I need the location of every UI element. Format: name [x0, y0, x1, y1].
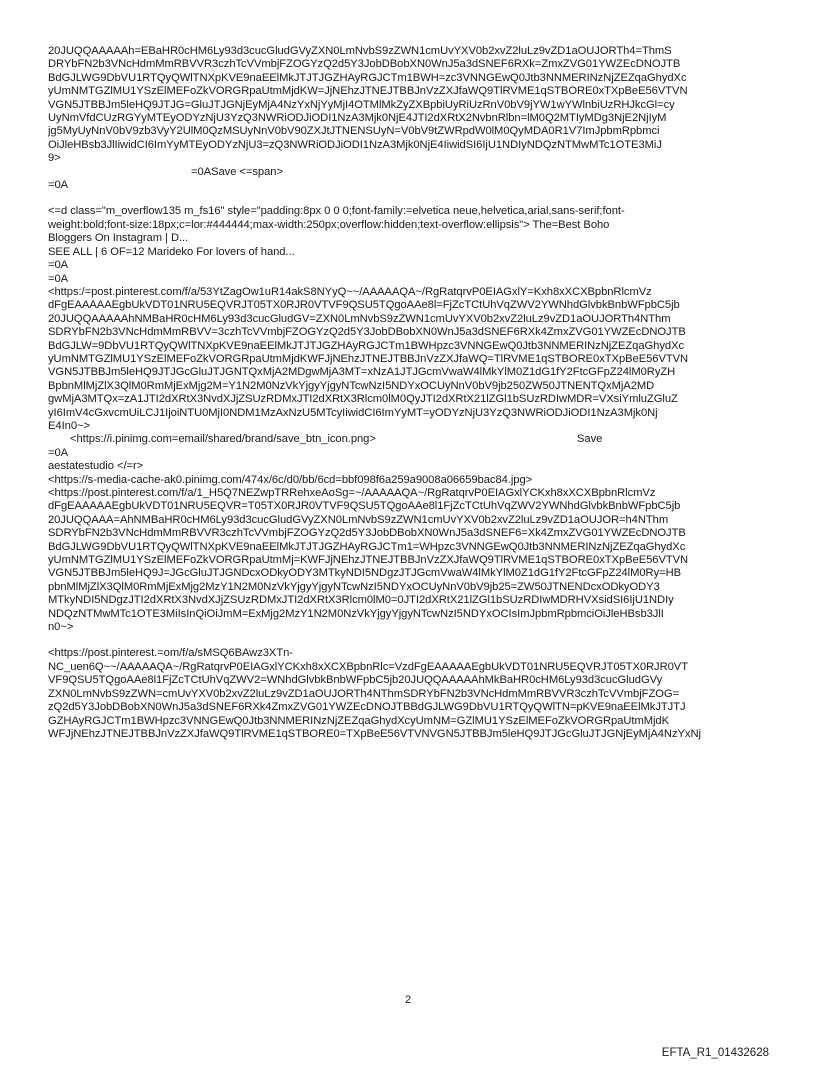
text-line: =0A [48, 446, 69, 459]
text-line: SDRYbFN2b3VNcHdmMmRBVV=3czhTcVVmbjFZOGYzQ2d5Y3JobDBobXN0WnJ5a3dSNEF6RXk4ZmxZVG01YWZEcDNOJTB [48, 326, 686, 339]
text-line: VGN5JTBBJm5leHQ9JTJG=GluJTJGNjEyMjA4NzYxNjYyMjI4OTMlMkZyZXBpbiUyRiUzRnV0bV9jYW1wYWlnbiUzRHJkcGl=cy [48, 98, 675, 111]
text-line: VF9QSU5TQgoAAe8l1FjZcTCtUhVqZWV2=WNhdGlvbkBnbWFpbC5jb20JUQQAAAAAhMkBaHR0cHM6Ly93d3cucGludGVy [48, 674, 663, 687]
text-line: <https://s-media-cache-ak0.pinimg.com/474x/6c/d0/bb/6cd=bbf098f6a259a9008a06659bac84.jpg> [48, 473, 533, 486]
text-line: <https://post.pinterest.=om/f/a/sMSQ6BAwz3XTn- [48, 647, 293, 660]
text-line: <https:/=post.pinterest.com/f/a/53YtZagOw1uR14akS8NYyQ~~/AAAAAQA~/RgRatqrvP0EIAGxlY=Kxh8xXCXBpbnRlcmVz [48, 285, 652, 298]
text-line: =0A [48, 272, 69, 285]
text-line: yI6ImV4cGxvcmUiLCJ1IjoiNTU0MjI0NDM1MzAxNzU5MTcyIiwidCI6ImYyMT=yODYzNjU3YzQ3NWRiODJiODI1NzA3Mjk0Nj [48, 406, 658, 419]
text-line: zQ2d5Y3JobDBobXN0WnJ5a3dSNEF6RXk4ZmxZVG01YWZEcDNOJTBBdGJLWG9DbVU1RTQyQWlTN=pKVE9naEElMkJTJTJ [48, 701, 686, 714]
text-line: 20JUQQAAAAAh=EBaHR0cHM6Ly93d3cucGludGVyZXN0LmNvbS9zZWN1cmUvYXV0b2xvZ2luLz9vZD1aOUJORTh4=ThmS [48, 45, 672, 57]
text-line: E4In0~> [48, 419, 90, 432]
text-line: BdGJLWG9DbVU1RTQyQWlTNXpKVE9naEElMkJTJTJGZHAyRGJCTm1=WHpzc3VNNGEwQ0Jtb3NNMERINzNjZEZqaGhydXc [48, 540, 686, 553]
text-line: 20JUQQAAA=AhNMBaHR0cHM6Ly93d3cucGludGVyZXN0LmNvbS9zZWN1cmUvYXV0b2xvZ2luLz9vZD1aOUJOR=h4NThm [48, 513, 669, 526]
save-icon-line [48, 433, 770, 446]
text-line: pbnMlMjZlX3QlM0RmMjExMjg2MzY1N2M0NzVkYjgyYjgyNTcwNzI5NDYxOCUyNnV0bV9jb25=ZW50JTNENDcxODkyODY3 [48, 580, 660, 593]
bates-number: EFTA_R1_01432628 [661, 1047, 769, 1059]
text-line: NDQzNTMwMTc1OTE3MiIsInQiOiJmM=ExMjg2MzY1N2M0NzVkYjgyYjgyNTcwNzI5NDYxOCIsImJpbmRpbmciOiJleHBsb3JlI [48, 607, 664, 620]
text-line: SEE ALL | 6 OF=12 Marideko For lovers of hand... [48, 245, 295, 258]
text-line: =0A [48, 259, 69, 272]
text-line: NC_uen6Q~~/AAAAAQA~/RgRatqrvP0EIAGxlYCKxh8xXCXBpbnRlc=VzdFgEAAAAAEgbUkVDT01NRU5EQVRJT05TX0RJR0VT [48, 660, 688, 673]
text-line: 9> [48, 152, 61, 165]
blank-line [48, 192, 770, 205]
text-line: WFJjNEhzJTNEJTBBJnVzZXJfaWQ9TlRVME1qSTBORE0=TXpBeE56VTVNVGN5JTBBJm5leHQ9JTJGcGluJTJGNjEyMjA4NzYxNj [48, 727, 701, 740]
text-line: GZHAyRGJCTm1BWHpzc3VNNGEwQ0Jtb3NNMERINzNjZEZqaGhydXcyUmNM=GZlMU1YSzElMEFoZkVORGRpaUtmMjdK [48, 714, 670, 727]
text-line: n0~> [48, 621, 74, 634]
text-line: yUmNMTGZlMU1YSzElMEFoZkVORGRpaUtmMjdKW=JjNEhzJTNEJTBBJnVzZXJfaWQ9TlRVME1qSTBORE0xTXpBeE56VTVN [48, 85, 688, 98]
text-line: <=d class="m_overflow135 m_fs16" style="padding:8px 0 0 0;font-family:=elvetica neue,helvetica,arial,sans-serif;font- [48, 205, 625, 218]
text-line: dFgEAAAAAEgbUkVDT01NRU5EQVR=T05TX0RJR0VTVF9QSU5TQgoAAe8l1FjZcTCtUhVqZWV2YWNhdGlvbkBnbWFpbC5jb [48, 500, 681, 513]
text-line: =0A [48, 179, 69, 192]
text-line: jg5MyUyNnV0bV9zb3VyY2UlM0QzMSUyNnV0bV90ZXJtJTNENSUyN=V0bV9tZWRpdW0lM0QyMDA0R1V7ImJpbmRpbmci [48, 125, 660, 138]
text-line: BdGJLWG9DbVU1RTQyQWlTNXpKVE9naEElMkJTJTJGZHAyRGJCTm1BWH=zc3VNNGEwQ0Jtb3NNMERINzNjZEZqaGhydXc [48, 71, 687, 84]
page-number: 2 [404, 994, 412, 1006]
text-line: OiJleHBsb3JlIiwidCI6ImYyMTEyODYzNjU3=zQ3NWRiODJiODI1NzA3Mjk0NjE4IiwidSI6IjU1NDIyNDQzNTMwMTc1OTE3MiJ [48, 138, 662, 151]
text-line: weight:bold;font-size:18px;c=lor:#444444;max-width:250px;overflow:hidden;text-overflow:ellipsis"> The=Best Boho [48, 218, 610, 231]
text-line: <https://post.pinterest.com/f/a/1_H5Q7NEZwpTRRehxeAoSg=~/AAAAAQA~/RgRatqrvP0EIAGxlYCKxh8xXCXBpbnRlcmVz [48, 487, 656, 499]
text-line: dFgEAAAAAEgbUkVDT01NRU5EQVRJT05TX0RJR0VTVF9QSU5TQgoAAe8l=FjZcTCtUhVqZWV2YWNhdGlvbkBnbWFpbC5jb [48, 299, 680, 312]
text-line: ZXN0LmNvbS9zZWN=cmUvYXV0b2xvZ2luLz9vZD1aOUJORTh4NThmSDRYbFN2b3VNcHdmMmRBVVR3czhTcVVmbjFZOG= [48, 687, 680, 700]
text-line: gwMjA3MTQx=zA1JTI2dXRtX3NvdXJjZSUzRDMxJTI2dXRtX3Rlcm0lM0QyJTI2dXRtX21lZGl1bSUzRDIwMDR=VXsiYmluZGluZ [48, 393, 678, 406]
text-line: MTkyNDI5NDgzJTI2dXRtX3NvdXJjZSUzRDMxJTI2dXRtX3Rlcm0lM0=0JTI2dXRtX21lZGl1bSUzRDIwMDRHVXsidSI6IjU1NDIy [48, 594, 674, 607]
text-line: BdGJLW=9DbVU1RTQyQWlTNXpKVE9naEElMkJTJTJGZHAyRGJCTm1BWHpzc3VNNGEwQ0Jtb3NNMERINzNjZEZqaGhydXc [48, 339, 685, 352]
text-line: VGN5JTBBJm5leHQ9JTJGcGluJTJGNTQxMjA2MDgwMjA3MT=xNzA1JTJGcmVwaW4lMkYlM0Z1dG1fY2FtcGFpZ24lM0RyZH [48, 366, 676, 379]
text-line: BpbnMlMjZlX3QlM0RmMjExMjg2M=Y1N2M0NzVkYjgyYjgyNTcwNzI5NDYxOCUyNnV0bV9jb250ZW50JTNENTQxMjA2MD [48, 379, 655, 392]
text-line: SDRYbFN2b3VNcHdmMmRBVVR3czhTcVVmbjFZOGYzQ2d5Y3JobDBobXN0WnJ5a3dSNEF6=Xk4ZmxZVG01YWZEcDNOJTB [48, 527, 686, 540]
text-line: UyNmVfdCUzRGYyMTEyODYzNjU3YzQ3NWRiODJiODI1NzA3Mjk0NjE4JTI2dXRtX2NvbnRlbn=lM0Q2MTIyMDg3NjE2NjIyM [48, 112, 667, 125]
text-line: 20JUQQAAAAAhNMBaHR0cHM6Ly93d3cucGludGV=ZXN0LmNvbS9zZWN1cmUvYXV0b2xvZ2luLz9vZD1aOUJORTh4NThm [48, 312, 671, 325]
text-line: yUmNMTGZlMU1YSzElMEFoZkVORGRpaUtmMjdKWFJjNEhzJTNEJTBBJnVzZXJfaWQ=TlRVME1qSTBORE0xTXpBeE56VTVN [48, 352, 689, 365]
text-line: VGN5JTBBJm5leHQ9J=JGcGluJTJGNDcxODkyODY3MTkyNDI5NDgzJTJGcmVwaW4lMkYlM0Z1dG1fY2FtcGFpZ24lM0Ry=HB [48, 567, 682, 580]
save-span-line: =0ASave <=span> [191, 165, 283, 178]
email-body [48, 45, 770, 741]
text-line: DRYbFN2b3VNcHdmMmRBVVR3czhTcVVmbjFZOGYzQ2d5Y3JobDBobXN0WnJ5a3dSNEF6RXk=ZmxZVG01YWZEcDNOJTB [48, 58, 681, 71]
save-label: Save [577, 433, 603, 446]
text-line: yUmNMTGZlMU1YSzElMEFoZkVORGRpaUtmMj=KWFJjNEhzJTNEJTBBJnVzZXJfaWQ9TlRVME1qSTBORE0xTXpBeE56VTVN [48, 554, 689, 567]
blank-line [48, 634, 770, 647]
save-icon-url: <https://i.pinimg.com=email/shared/brand/save_btn_icon.png> [70, 433, 376, 446]
text-line: aestatestudio </=r> [48, 460, 144, 473]
text-line: Bloggers On Instagram | D... [48, 232, 189, 245]
